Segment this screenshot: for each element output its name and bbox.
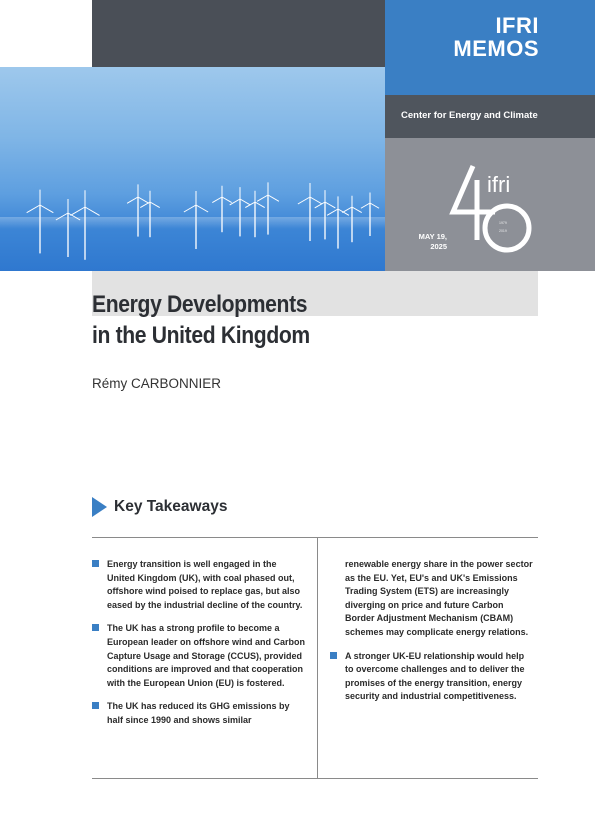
wind-turbine <box>361 193 379 237</box>
title-line-2: in the United Kingdom <box>92 322 310 349</box>
header-dark-block <box>92 0 385 67</box>
date-line-2: 2025 <box>430 242 447 251</box>
takeaways-left-column <box>107 558 307 738</box>
title-line-1: Energy Developments <box>92 291 308 318</box>
top-divider <box>92 537 538 538</box>
wind-turbine <box>27 190 54 254</box>
takeaway-text: The UK has reduced its GHG emissions by half since 1990 and shows similar <box>107 701 290 725</box>
cover-photo-offshore-wind <box>0 67 385 271</box>
wind-turbine <box>212 186 231 232</box>
key-takeaways-heading: Key Takeaways <box>114 498 228 515</box>
square-bullet-icon <box>92 560 99 567</box>
takeaway-item <box>107 558 307 612</box>
logo-ifri-text: ifri <box>487 172 511 197</box>
square-bullet-icon <box>92 624 99 631</box>
square-bullet-icon <box>330 652 337 659</box>
wind-turbine <box>230 187 251 236</box>
wind-turbine <box>327 196 349 248</box>
logo-years-bottom: 2019 <box>499 229 507 233</box>
wind-turbine <box>140 191 159 237</box>
date-line-1: MAY 19, <box>418 232 447 241</box>
takeaway-item <box>107 622 307 690</box>
takeaway-text: Energy transition is well engaged in the United Kingdom (UK), with coal phased out, offshore wind poised to replace gas, but also eased by the industrial decline of the country. <box>107 559 303 610</box>
takeaway-item <box>345 650 535 704</box>
wind-turbines-graphic <box>0 67 385 271</box>
takeaway-item <box>107 700 307 727</box>
publication-date <box>415 232 447 252</box>
takeaways-right-column <box>345 558 535 714</box>
bottom-divider <box>92 778 538 779</box>
wind-turbine <box>127 184 149 236</box>
ifri-memos-brand <box>385 0 595 95</box>
wind-turbine <box>342 196 361 242</box>
wind-turbine <box>70 190 99 260</box>
wind-turbine <box>257 182 279 234</box>
wind-turbine <box>56 199 80 257</box>
column-divider <box>317 537 318 778</box>
triangle-arrow-icon <box>92 497 108 517</box>
brand-line-ifri: IFRI <box>495 13 539 38</box>
square-bullet-icon <box>92 702 99 709</box>
wind-turbine <box>315 190 336 239</box>
wind-turbine <box>298 183 322 241</box>
wind-turbine <box>245 191 264 237</box>
brand-line-memos: MEMOS <box>453 36 539 61</box>
center-band <box>385 95 595 138</box>
wind-turbine <box>184 191 208 249</box>
author: Rémy CARBONNIER <box>92 376 222 391</box>
logo-years-top: 1979 <box>499 221 507 225</box>
page-title <box>92 289 479 351</box>
ifri-40-logo <box>447 162 543 258</box>
brand-title <box>453 14 539 60</box>
takeaway-text: The UK has a strong profile to become a European leader on offshore wind and Carbon Capture Usage and Storage (CCUS), provided conditions are improved and that cooperation with the European Union (EU) is fostered. <box>107 623 306 688</box>
center-label: Center for Energy and Climate <box>401 110 538 121</box>
date-logo-panel <box>385 138 595 271</box>
takeaway-text: A stronger UK-EU relationship would help to overcome challenges and to deliver the promises of the energy transition, energy security and industrial competitiveness. <box>345 650 525 702</box>
takeaway-continuation: renewable energy share in the power sector as the EU. Yet, EU's and UK's Emissions Trading System (ETS) are increasingly diverging on price and future Carbon Border Adjustment Mechanism (CBAM) schemes may complicate energy relations. <box>345 559 533 637</box>
